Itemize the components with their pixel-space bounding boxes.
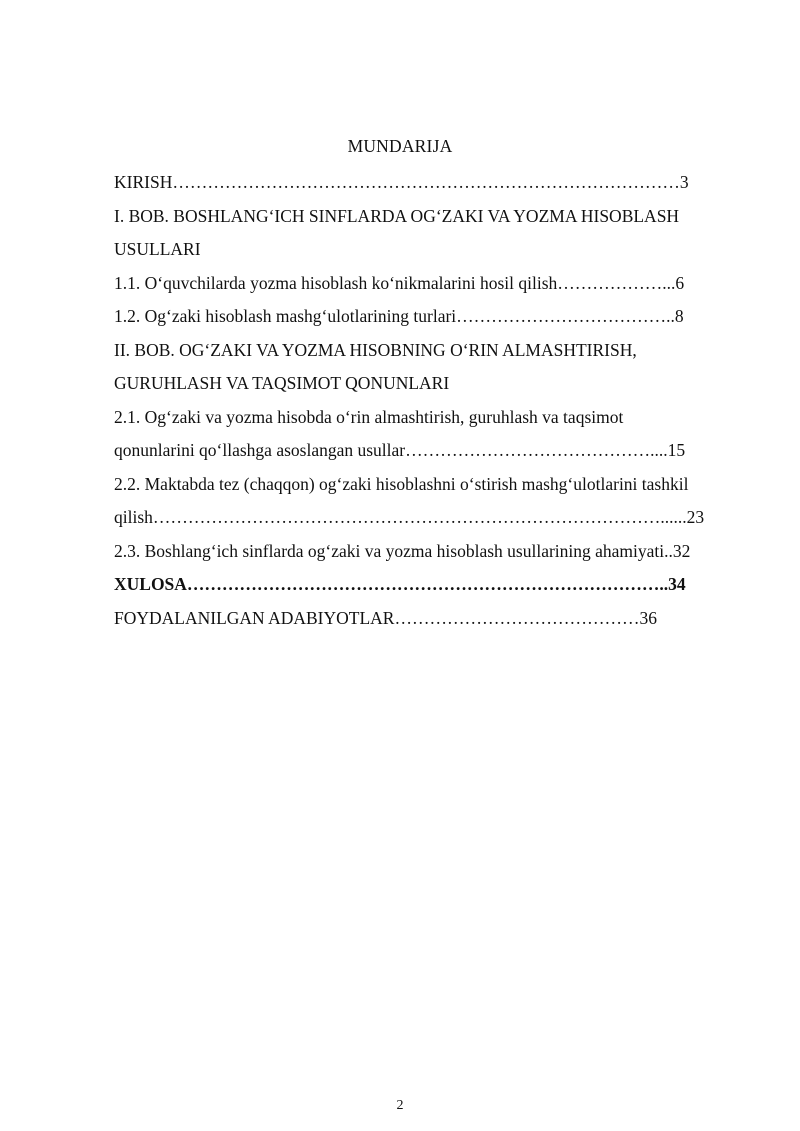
toc-entry-bob1-line1: I. BOB. BOSHLANG‘ICH SINFLARDA OG‘ZAKI VA YOZMA HISOBLASH — [114, 206, 680, 226]
toc-entry-1-1: 1.1. O‘quvchilarda yozma hisoblash ko‘nikmalarini hosil qilish………………...6 — [114, 273, 685, 293]
toc-entry-xulosa: XULOSA………………………………………………………………………..34 — [114, 574, 686, 594]
page-number: 2 — [396, 1098, 404, 1113]
toc-entry-1-2: 1.2. Og‘zaki hisoblash mashg‘ulotlarining turlari………………………………..8 — [114, 306, 684, 326]
page-title: MUNDARIJA — [347, 136, 453, 156]
toc-entry-2-1-line2: qonunlarini qo‘llashga asoslangan usullar……………………………………....15 — [114, 440, 686, 460]
toc-entry-bob1-line2: USULLARI — [114, 239, 201, 259]
toc-entry-kirish: KIRISH……………………………………………………………………………3 — [114, 172, 689, 192]
toc-entry-bob2-line2: GURUHLASH VA TAQSIMOT QONUNLARI — [114, 373, 450, 393]
toc-entry-2-3: 2.3. Boshlang‘ich sinflarda og‘zaki va yozma hisoblash usullarining ahamiyati..32 — [114, 541, 691, 561]
toc-entry-2-2-line2: qilish……………………………………………………………………………......23 — [114, 507, 705, 527]
toc-entry-adabiyotlar: FOYDALANILGAN ADABIYOTLAR……………………………………36 — [114, 608, 657, 628]
toc-entry-2-2-line1: 2.2. Maktabda tez (chaqqon) og‘zaki hisoblashni o‘stirish mashg‘ulotlarini tashkil — [114, 474, 689, 494]
toc-entry-2-1-line1: 2.1. Og‘zaki va yozma hisobda o‘rin almashtirish, guruhlash va taqsimot — [114, 407, 624, 427]
toc-entry-bob2-line1: II. BOB. OG‘ZAKI VA YOZMA HISOBNING O‘RIN ALMASHTIRISH, — [114, 340, 637, 360]
